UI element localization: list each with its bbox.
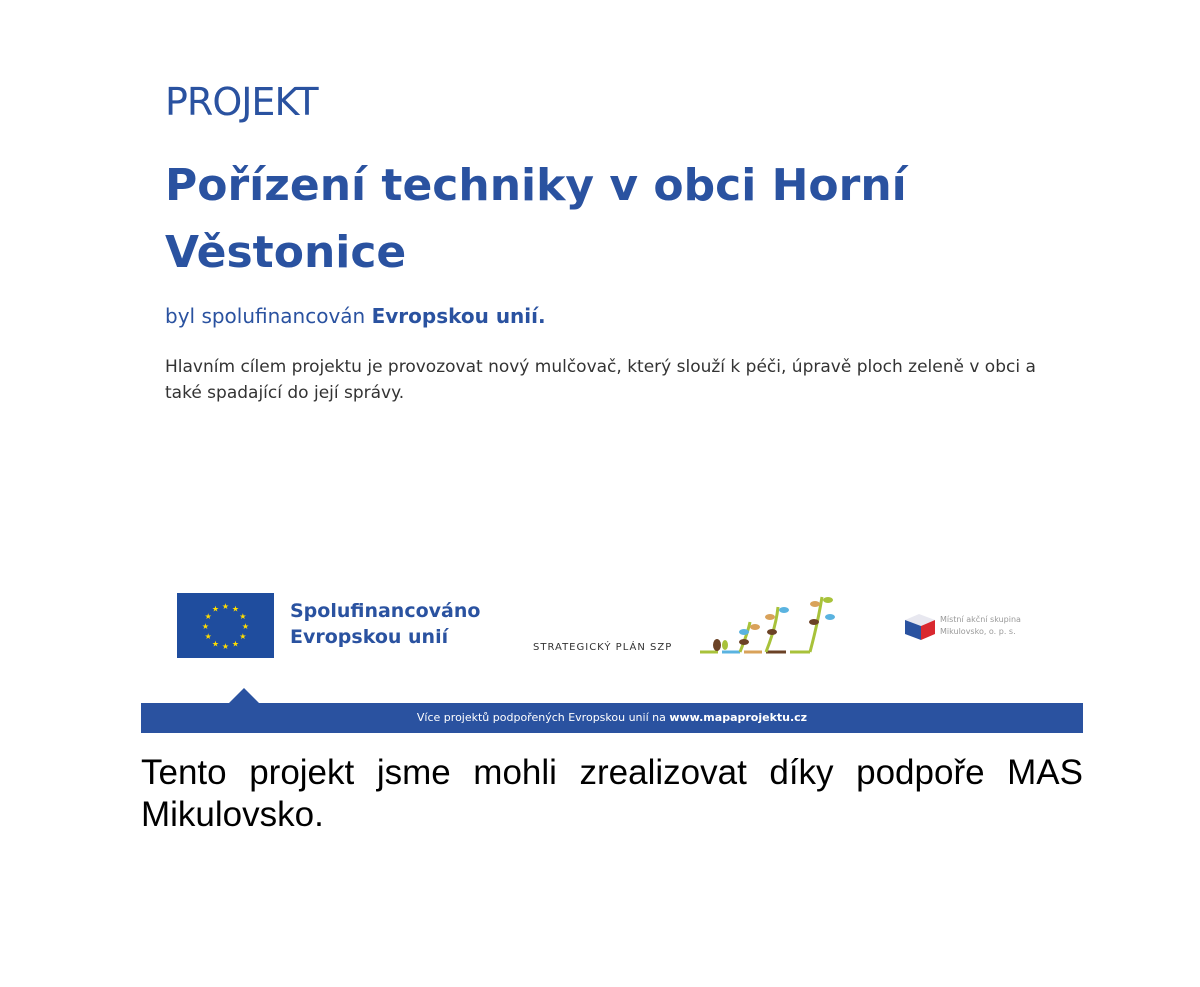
eu-line1: Spolufinancováno xyxy=(290,600,481,622)
mas-line2: Mikulovsko, o. p. s. xyxy=(940,627,1016,636)
bar-text: Více projektů podpořených Evropskou unií na xyxy=(416,711,670,724)
eu-star: ★ xyxy=(211,604,220,614)
szp-plants-icon xyxy=(700,592,845,660)
eu-star: ★ xyxy=(204,612,212,621)
kicker: PROJEKT xyxy=(165,80,318,124)
project-title: Pořízení techniky v obci Horní Věstonice xyxy=(165,160,907,278)
subtitle-prefix: byl spolufinancován xyxy=(165,304,372,328)
eu-star: ★ xyxy=(201,622,210,631)
subtitle-bold: Evropskou unií. xyxy=(371,304,546,328)
eu-star: ★ xyxy=(221,602,230,611)
bottom-text: Tento projekt jsme mohli zrealizovat díky podpoře MAS Mikulovsko. xyxy=(141,753,1083,834)
eu-star: ★ xyxy=(239,632,247,641)
eu-flag-icon xyxy=(177,593,274,658)
szp-logo-text: STRATEGICKÝ PLÁN SZP xyxy=(533,642,673,653)
eu-star: ★ xyxy=(231,604,240,614)
info-bar xyxy=(141,703,1083,733)
eu-logo-text xyxy=(290,598,480,650)
eu-star: ★ xyxy=(204,632,212,641)
eu-line2: Evropskou unií xyxy=(290,626,449,648)
mas-logo-icon xyxy=(903,612,937,642)
mas-line1: Místní akční skupina xyxy=(940,615,1021,624)
mapaprojektu-link[interactable]: www.mapaprojektu.cz xyxy=(669,711,808,724)
eu-star: ★ xyxy=(221,642,230,651)
bar-pointer xyxy=(229,688,259,703)
subtitle xyxy=(165,304,546,328)
eu-star: ★ xyxy=(241,622,250,631)
eu-star: ★ xyxy=(211,639,220,649)
mas-logo-text xyxy=(940,614,1021,638)
eu-star: ★ xyxy=(239,612,247,621)
description: Hlavním cílem projektu je provozovat nový mulčovač, který slouží k péči, úpravě ploch zeleně v obci a také spadající do její správy. xyxy=(165,357,1036,403)
eu-star: ★ xyxy=(231,639,240,649)
